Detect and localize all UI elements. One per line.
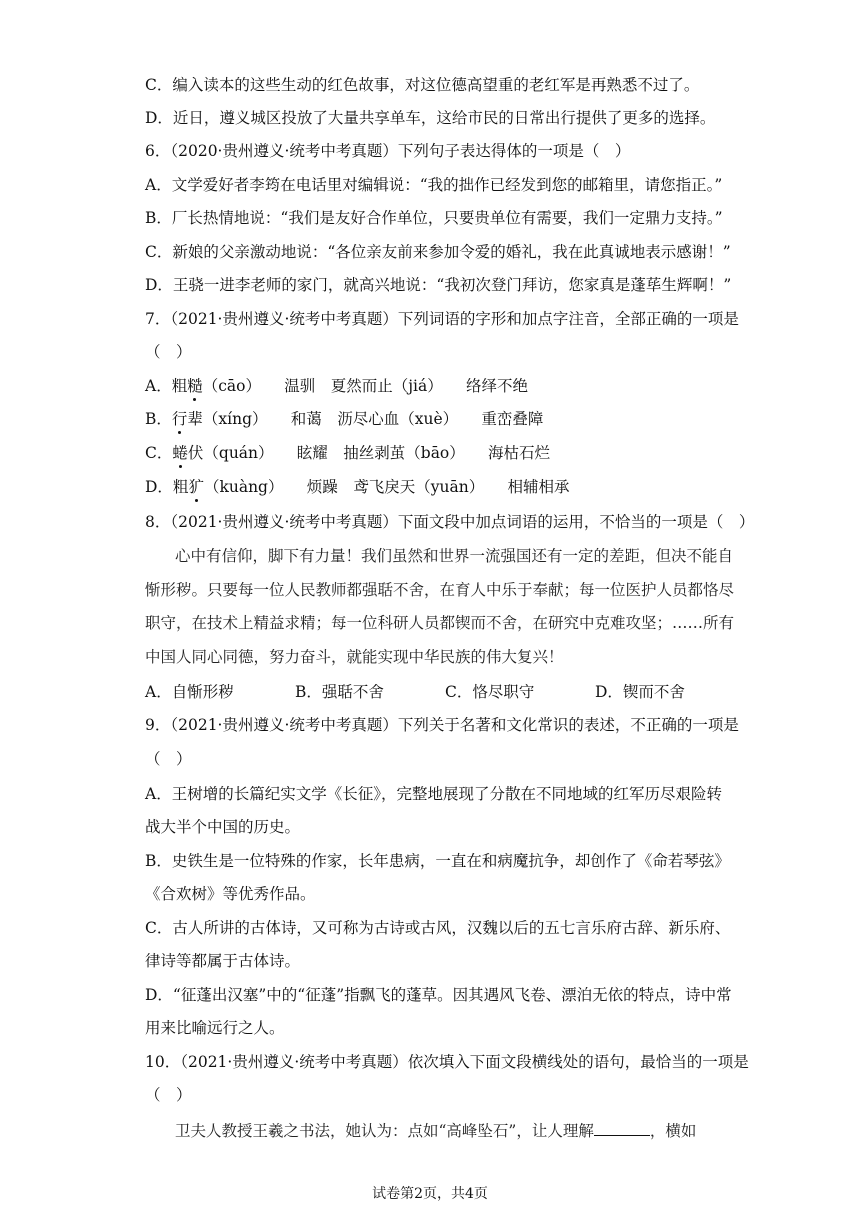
q6-option-c: C．新娘的父亲激动地说：“各位亲友前来参加令爱的婚礼，我在此真诚地表示感谢！” [145,243,731,261]
q9-option-a-cont: 战大半个中国的历史。 [145,818,301,836]
q8-passage-line: 惭形秽。只要每一位人民教师都强聒不舍，在育人中乐于奉献；每一位医护人员都恪尽 [145,581,735,599]
question-7: 7．（2021·贵州遵义·统考中考真题）下列词语的字形和加点字注音，全部正确的一项是 [145,310,739,328]
q8-option-c: C．恪尽职守 [445,683,535,701]
fill-blank [594,1121,650,1136]
q10-passage-line: 卫夫人教授王羲之书法，她认为：点如“高峰坠石”，让人理解 ，横如 [175,1122,697,1140]
question-9-paren: （ ） [145,750,192,768]
dotted-char: 蜷 [172,444,188,462]
question-6: 6．（2020·贵州遵义·统考中考真题）下列句子表达得体的一项是（ ） [145,142,631,160]
q9-option-d-cont: 用来比喻远行之人。 [145,1019,285,1037]
question-8: 8．（2021·贵州遵义·统考中考真题）下面文段中加点词语的运用，不恰当的一项是（ ） [145,513,755,531]
q7-option-c: C．蜷伏（quán） 眩耀 抽丝剥茧（bāo） 海枯石烂 [145,444,551,462]
q9-option-b: B．史铁生是一位特殊的作家，长年患病，一直在和病魔抗争，却创作了《命若琴弦》 [145,852,730,870]
question-7-paren: （ ） [145,343,192,361]
q9-option-c: C．古人所讲的古体诗，又可称为古诗或古风，汉魏以后的五七言乐府古辞、新乐府、 [145,919,731,937]
question-10: 10．（2021·贵州遵义·统考中考真题）依次填入下面文段横线处的语句，最恰当的一项是 [145,1053,749,1071]
q9-option-b-cont: 《合欢树》等优秀作品。 [145,885,316,903]
q9-option-a: A．王树增的长篇纪实文学《长征》，完整地展现了分散在不同地域的红军历尽艰险转 [145,785,722,803]
question-10-paren: （ ） [145,1086,192,1104]
question-9: 9．（2021·贵州遵义·统考中考真题）下列关于名著和文化常识的表述，不正确的一项是 [145,716,739,734]
q8-passage-line: 心中有信仰，脚下有力量！我们虽然和世界一流强国还有一定的差距，但决不能自 [175,547,734,565]
q7-option-b: B．行辈（xíng） 和蔼 沥尽心血（xuè） 重峦叠障 [145,410,544,428]
q8-option-b: B．强聒不舍 [295,683,384,701]
q8-passage-line: 职守，在技术上精益求精；每一位科研人员都锲而不舍，在研究中克难攻坚；……所有 [145,614,735,632]
q5-option-c: C．编入读本的这些生动的红色故事，对这位德高望重的老红军是再熟悉不过了。 [145,76,700,94]
page-footer: 试卷第2页，共4页 [372,1186,488,1202]
q9-option-c-cont: 律诗等都属于古体诗。 [145,952,301,970]
q9-option-d: D．“征蓬出汉塞”中的“征蓬”指飘飞的蓬草。因其遇风飞卷、漂泊无依的特点，诗中常 [145,986,732,1004]
q5-option-d: D．近日，遵义城区投放了大量共享单车，这给市民的日常出行提供了更多的选择。 [145,109,716,127]
q7-option-a: A．粗糙（cāo） 温驯 夏然而止（jiá） 络绎不绝 [145,377,528,395]
q6-option-d: D．王骁一进李老师的家门，就高兴地说：“我初次登门拜访，您家真是蓬荜生辉啊！” [145,276,732,294]
dotted-char: 犷 [188,478,204,496]
dotted-char: 行 [171,410,188,428]
q6-option-b: B．厂长热情地说：“我们是友好合作单位，只要贵单位有需要，我们一定鼎力支持。” [145,209,723,227]
q8-option-a: A．自惭形秽 [145,683,234,701]
q8-passage-line: 中国人同心同德，努力奋斗，就能实现中华民族的伟大复兴！ [145,648,564,666]
q6-option-a: A．文学爱好者李筠在电话里对编辑说：“我的拙作已经发到您的邮箱里，请您指正。” [145,176,723,194]
dotted-char: 糙 [187,377,203,395]
q7-option-d: D．粗犷（kuàng） 烦躁 鸢飞戾天（yuān） 相辅相承 [145,478,570,496]
q8-option-d: D．锲而不舍 [595,683,685,701]
